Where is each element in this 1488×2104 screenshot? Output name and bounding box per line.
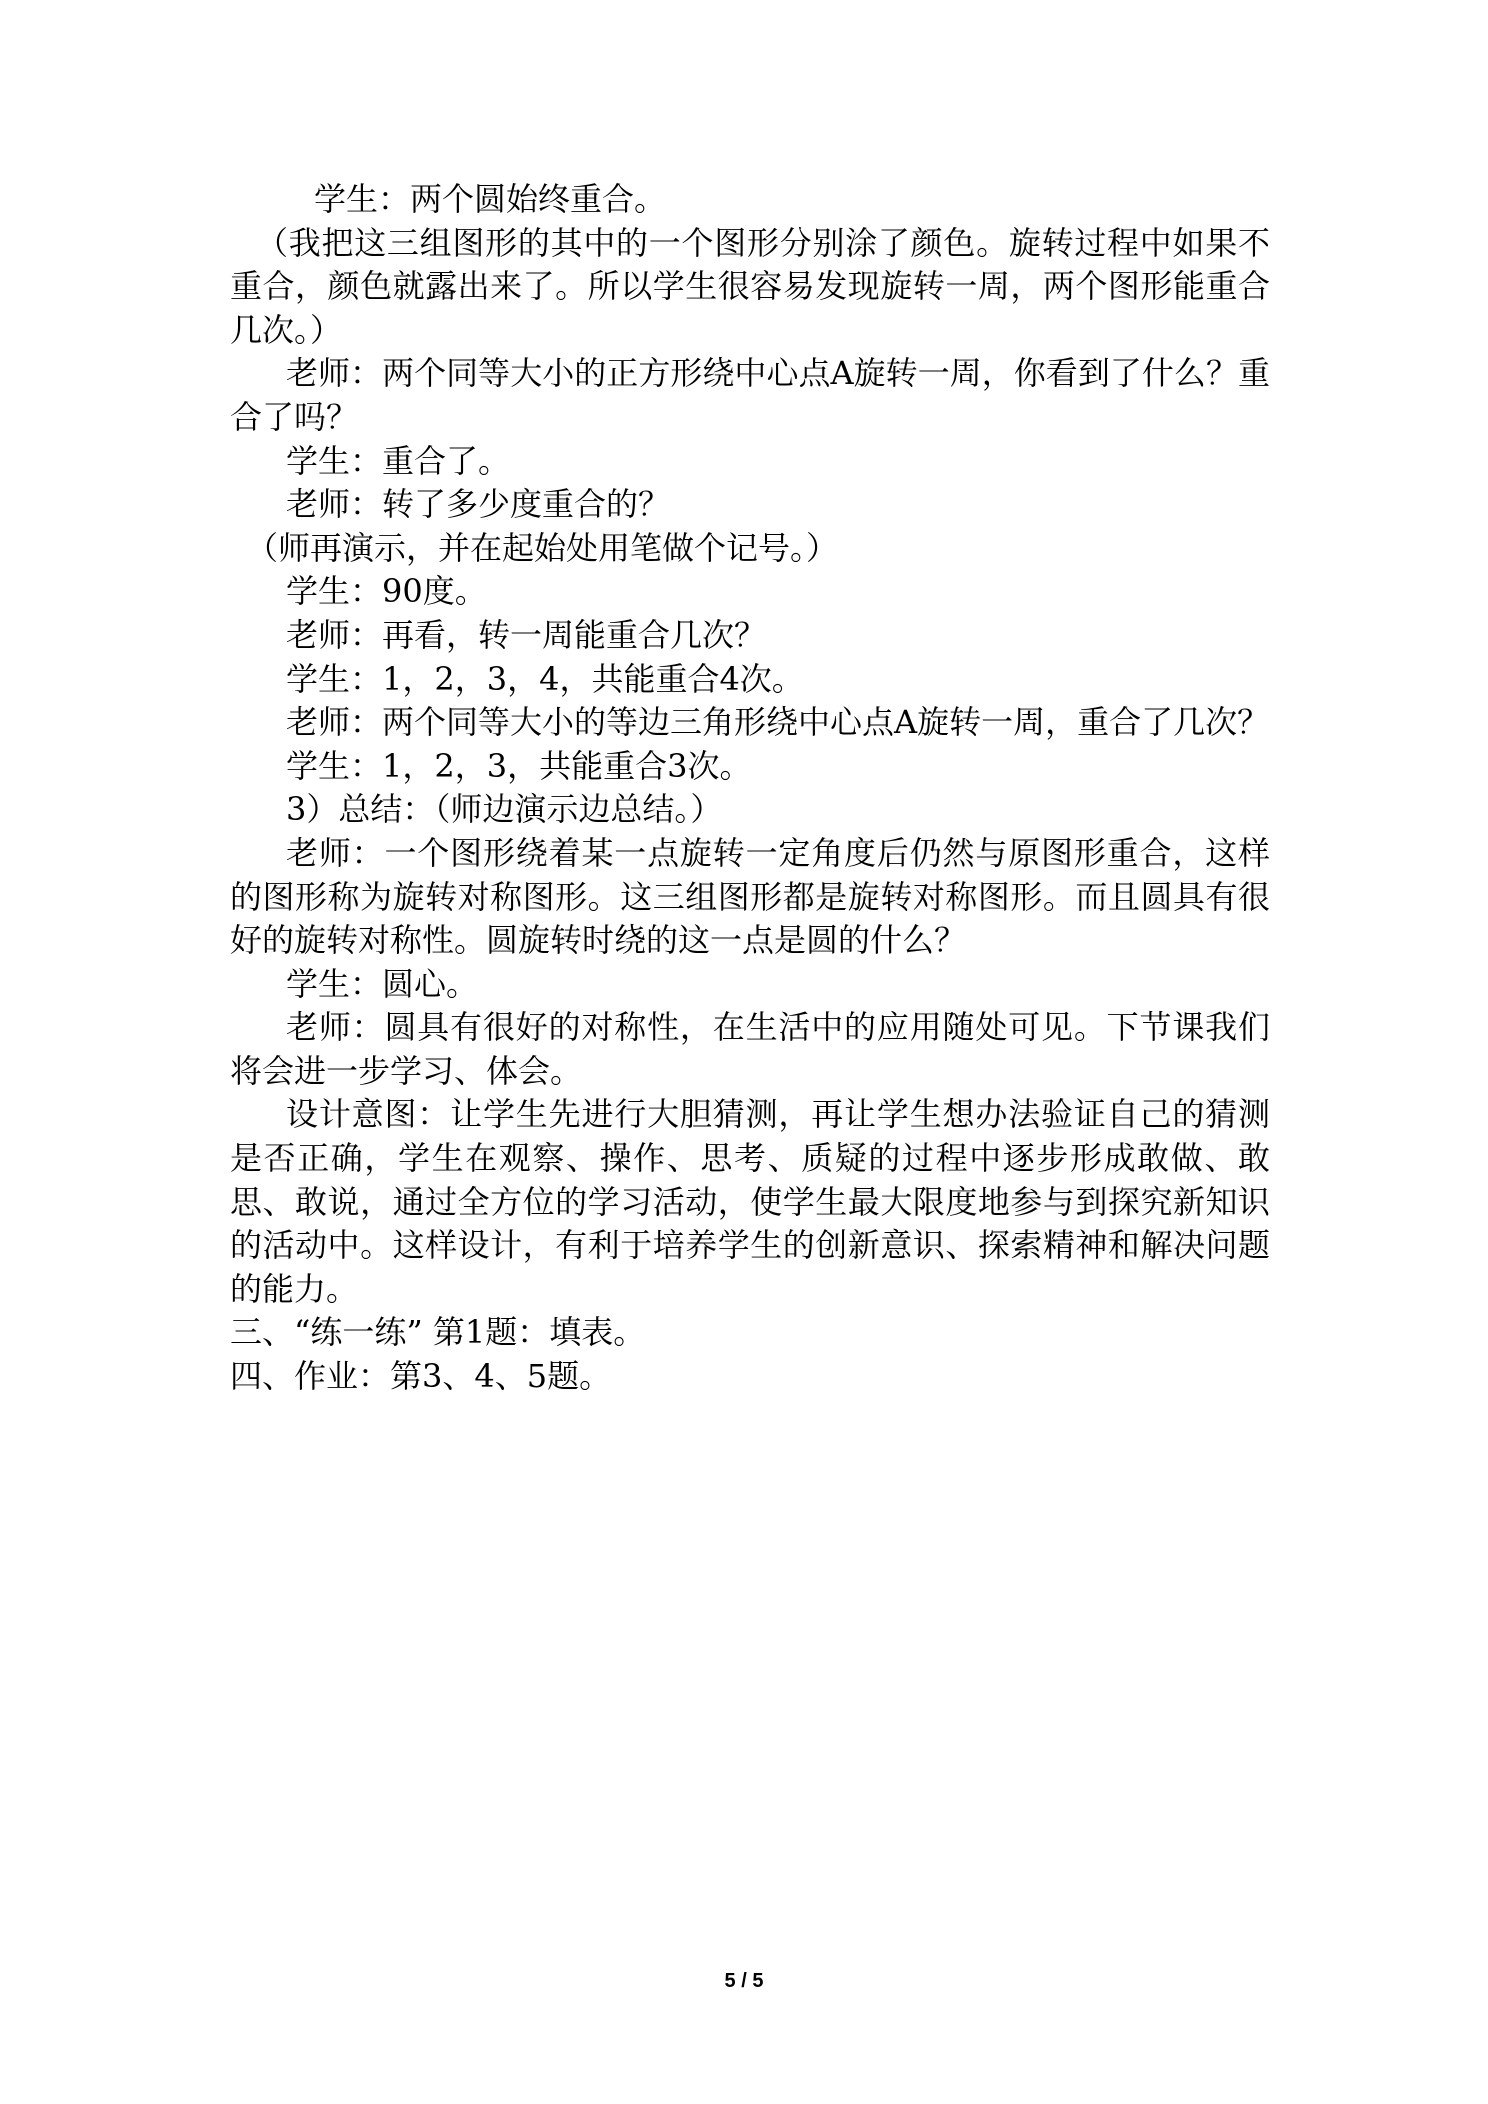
document-body	[230, 178, 1270, 1399]
paragraph: 老师：一个图形绕着某一点旋转一定角度后仍然与原图形重合，这样的图形称为旋转对称图形。这三组图形都是旋转对称图形。而且圆具有很好的旋转对称性。圆旋转时绕的这一点是圆的什么？	[230, 833, 1270, 960]
paragraph: （师再演示，并在起始处用笔做个记号。）	[246, 528, 839, 567]
paragraph: 学生：1，2，3，4，共能重合4次。	[286, 659, 804, 698]
paragraph: （我把这三组图形的其中的一个图形分别涂了颜色。旋转过程中如果不重合，颜色就露出来了。所以学生很容易发现旋转一周，两个图形能重合几次。）	[230, 223, 1270, 349]
section-heading: 三、“练一练” 第1题：填表。	[230, 1313, 646, 1352]
page-number: 5 / 5	[724, 1970, 764, 1992]
paragraph: 老师：再看，转一周能重合几次？	[286, 615, 767, 654]
paragraph: 学生：90度。	[286, 572, 487, 611]
paragraph: 老师：转了多少度重合的？	[286, 485, 671, 524]
paragraph: 3）总结：（师边演示边总结。）	[286, 790, 723, 829]
paragraph: 设计意图：让学生先进行大胆猜测，再让学生想办法验证自己的猜测是否正确，学生在观察、操作、思考、质疑的过程中逐步形成敢做、敢思、敢说，通过全方位的学习活动，使学生最大限度地参与到探究新知识的活动中。这样设计，有利于培养学生的创新意识、探索精神和解决问题的能力。	[230, 1095, 1270, 1308]
paragraph: 老师：两个同等大小的正方形绕中心点A旋转一周，你看到了什么？重合了吗？	[230, 354, 1270, 436]
paragraph: 学生：两个圆始终重合。	[314, 180, 667, 218]
paragraph: 学生：圆心。	[286, 964, 479, 1003]
paragraph: 老师：两个同等大小的等边三角形绕中心点A旋转一周，重合了几次？	[286, 703, 1270, 742]
paragraph: 学生：1，2，3，共能重合3次。	[286, 746, 752, 785]
paragraph: 学生：重合了。	[286, 441, 511, 480]
section-heading: 四、作业：第3、4、5题。	[230, 1357, 612, 1396]
paragraph: 老师：圆具有很好的对称性，在生活中的应用随处可见。下节课我们将会进一步学习、体会。	[230, 1008, 1270, 1090]
